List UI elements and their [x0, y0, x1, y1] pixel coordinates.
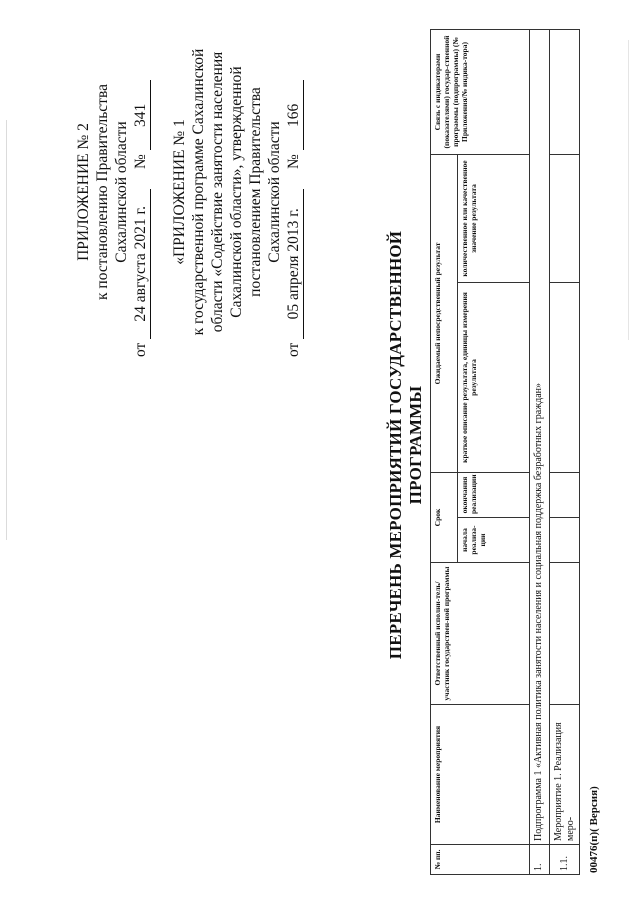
empty-cell: [550, 154, 580, 282]
header-link: Связь с индикаторами (показателями) государ-ственной программы (подпрограммы) (№ Приложения/№ индика-тора): [431, 29, 530, 154]
appendix-block: [74, 27, 304, 357]
header-result: Ожидаемый непосредственный результат: [431, 154, 458, 472]
header-term: Срок: [431, 472, 458, 562]
table-row: [550, 29, 580, 874]
scan-edge-mark: [6, 120, 7, 540]
header-result-value: количественное или качественное значение результата: [457, 154, 529, 282]
prev-appendix-line: области «Содействие занятости населения: [209, 51, 226, 333]
empty-cell: [550, 563, 580, 705]
activities-table: [430, 29, 580, 875]
number-label: №: [285, 154, 302, 170]
document-heading: ПЕРЕЧЕНЬ МЕРОПРИЯТИЙ ГОСУДАРСТВЕННОЙ ПРОГРАММЫ: [386, 230, 425, 660]
prev-appendix-line: к государственной программе Сахалинской: [190, 48, 207, 336]
footer-code: 00476(п)( Версия): [588, 786, 600, 873]
scan-edge-mark: [628, 40, 629, 340]
header-term-start: начала реализа-ции: [457, 518, 529, 563]
prev-appendix-line: Сахалинской области: [266, 121, 283, 263]
empty-cell: [550, 282, 580, 472]
prev-appendix-line: постановлением Правительства: [247, 87, 264, 297]
header-term-end: окончания реализации: [457, 472, 529, 517]
appendix-line-1: к постановлению Правительства: [94, 84, 111, 300]
table-header-row: [431, 29, 458, 874]
header-num: № пп.: [431, 845, 530, 875]
prev-appendix-number: 166: [284, 80, 304, 150]
prev-appendix-title: «ПРИЛОЖЕНИЕ № 1: [171, 119, 188, 265]
prev-appendix-date: 05 апреля 2013 г.: [284, 189, 304, 339]
empty-cell: [550, 29, 580, 154]
row-text: Подпрограмма 1 «Активная политика занятости населения и социальная поддержка безработных граждан»: [529, 29, 550, 844]
prev-appendix-line: Сахалинской области», утвержденной: [228, 66, 245, 318]
empty-cell: [550, 518, 580, 563]
header-result-desc: краткое описание результата, единицы измерения результата: [457, 282, 529, 472]
row-text: Мероприятие 1. Реализация меро-: [550, 705, 580, 845]
empty-cell: [550, 472, 580, 517]
prev-appendix-date-row: [284, 27, 304, 357]
appendix-date: 24 августа 2021 г.: [131, 189, 151, 339]
appendix-date-row: [131, 27, 151, 357]
appendix-line-2: Сахалинской области: [113, 121, 130, 263]
header-responsible: Ответственный исполни-тель/участник государствен-ной программы: [431, 563, 530, 705]
appendix-number: 341: [131, 80, 151, 150]
appendix-title: ПРИЛОЖЕНИЕ № 2: [75, 123, 92, 261]
row-num: 1.: [529, 845, 550, 875]
row-num: 1.1.: [550, 845, 580, 875]
header-name: Наименование мероприятия: [431, 705, 530, 845]
number-label: №: [132, 154, 149, 170]
from-label: от: [285, 342, 302, 357]
from-label: от: [132, 342, 149, 357]
table-row: [529, 29, 550, 874]
